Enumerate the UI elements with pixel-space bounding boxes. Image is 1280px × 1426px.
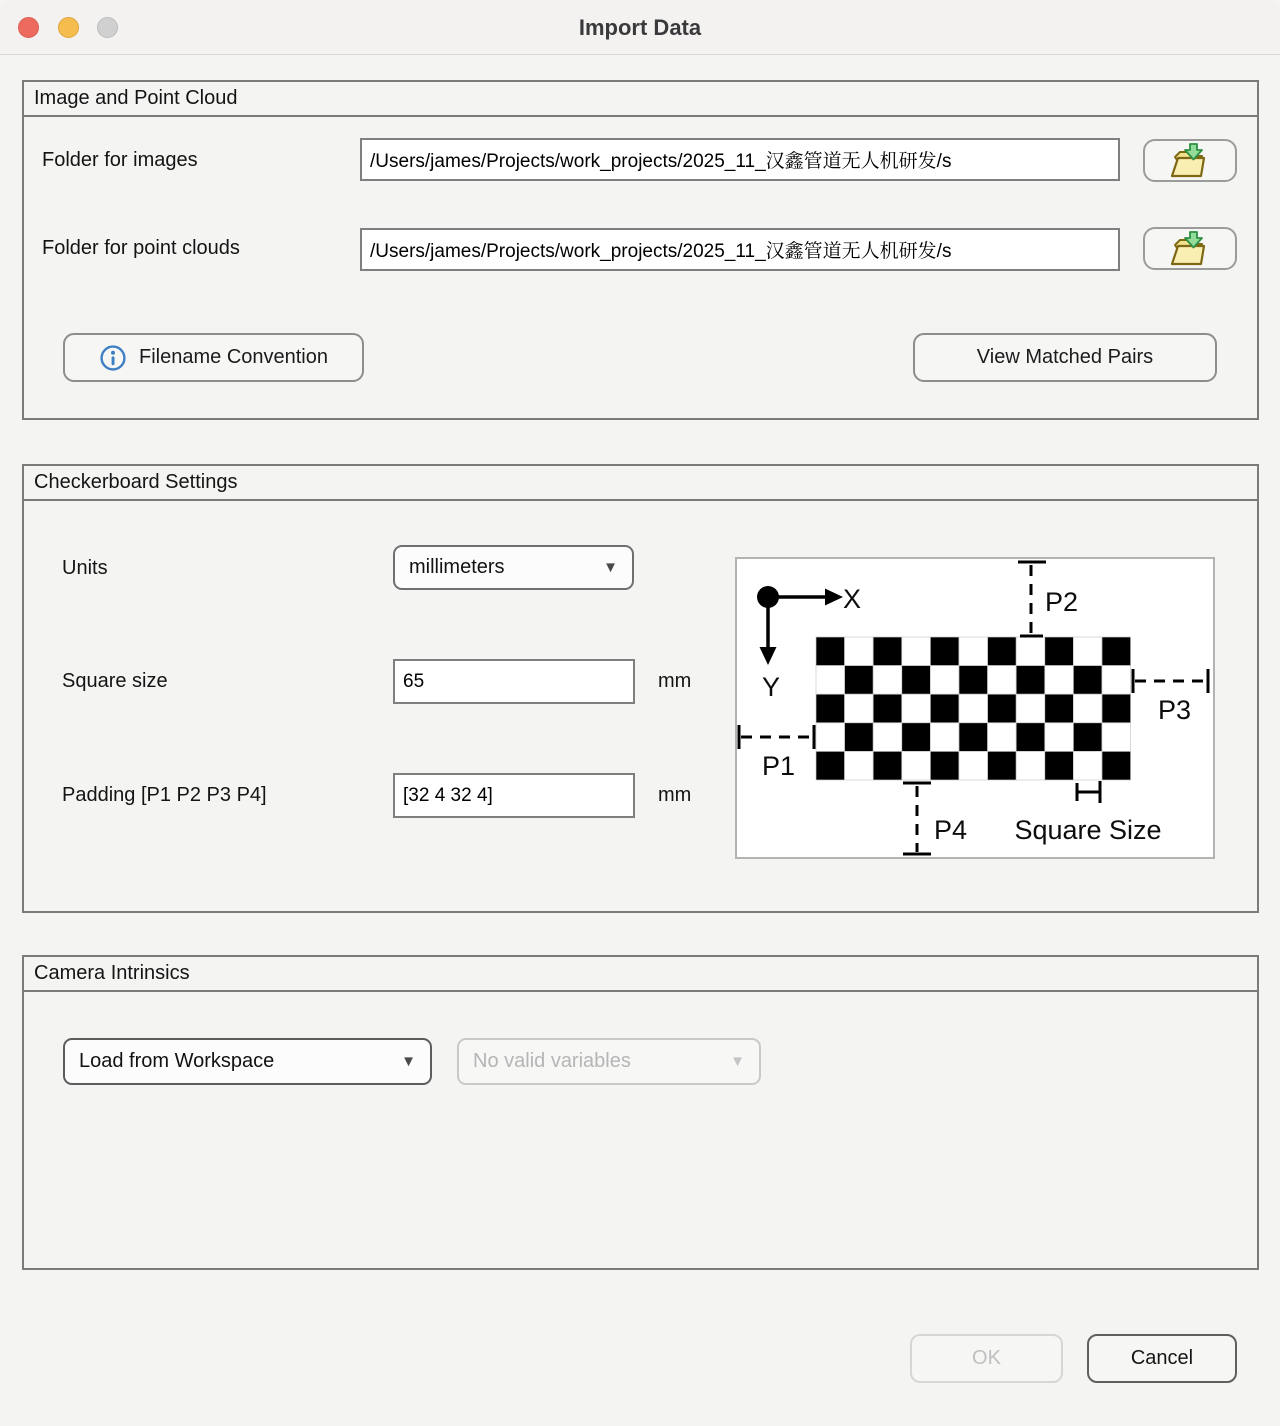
window-title: Import Data	[578, 15, 702, 40]
square-size-label: Square Size	[1014, 815, 1162, 845]
browse-point-clouds-folder-button[interactable]	[1143, 227, 1237, 270]
y-axis-label: Y	[761, 672, 781, 702]
view-matched-pairs-label: View Matched Pairs	[976, 346, 1154, 368]
p2-label: P2	[1045, 587, 1079, 617]
chevron-down-icon: ▼	[730, 1053, 745, 1070]
folder-for-point-clouds-label: Folder for point clouds	[42, 237, 240, 259]
p4-label: P4	[934, 815, 968, 845]
info-icon	[99, 344, 127, 372]
view-matched-pairs-button[interactable]	[913, 333, 1217, 382]
section-title: Image and Point Cloud	[24, 82, 1257, 117]
intrinsics-source-dropdown[interactable]	[63, 1038, 432, 1085]
cancel-button[interactable]: Cancel	[1087, 1334, 1237, 1383]
checkerboard-pattern	[816, 637, 1131, 780]
units-selected-value: millimeters	[409, 556, 505, 578]
filename-convention-label: Filename Convention	[139, 346, 328, 368]
units-dropdown[interactable]	[393, 545, 634, 590]
padding-unit-label: mm	[658, 784, 692, 806]
titlebar	[0, 0, 1280, 55]
folder-for-point-clouds-input[interactable]	[360, 228, 1120, 271]
browse-images-folder-button[interactable]	[1143, 139, 1237, 182]
intrinsics-variables-selected-value: No valid variables	[473, 1050, 631, 1072]
section-camera-intrinsics	[22, 955, 1259, 1270]
square-size-unit-label: mm	[658, 670, 692, 692]
x-axis-arrowhead	[825, 589, 843, 606]
intrinsics-source-selected-value: Load from Workspace	[79, 1050, 275, 1072]
checkerboard-padding-diagram	[735, 557, 1215, 859]
chevron-down-icon: ▼	[603, 559, 618, 576]
square-size-label: Square size	[62, 670, 168, 692]
origin-axes	[757, 586, 825, 647]
ok-button[interactable]: OK	[910, 1334, 1063, 1383]
p3-label: P3	[1158, 695, 1192, 725]
section-title: Checkerboard Settings	[24, 466, 1257, 501]
section-title: Camera Intrinsics	[24, 957, 1257, 992]
folder-for-images-input[interactable]	[360, 138, 1120, 181]
units-label: Units	[62, 557, 108, 579]
filename-convention-button[interactable]	[63, 333, 364, 382]
square-size-bracket	[1077, 781, 1100, 803]
p1-label: P1	[762, 751, 796, 781]
intrinsics-variables-dropdown[interactable]	[457, 1038, 761, 1085]
folder-for-images-label: Folder for images	[42, 149, 198, 171]
p3-dimension-line	[1133, 669, 1208, 693]
square-size-input[interactable]	[393, 659, 635, 704]
padding-label: Padding [P1 P2 P3 P4]	[62, 784, 267, 806]
x-axis-label: X	[843, 584, 862, 614]
chevron-down-icon: ▼	[401, 1053, 416, 1070]
p4-dimension-line	[903, 783, 931, 854]
p2-dimension-line	[1018, 562, 1046, 636]
open-folder-icon	[1168, 142, 1212, 180]
p1-dimension-line	[739, 725, 814, 749]
padding-input[interactable]	[393, 773, 635, 818]
open-folder-icon	[1168, 230, 1212, 268]
y-axis-arrowhead	[760, 647, 777, 665]
